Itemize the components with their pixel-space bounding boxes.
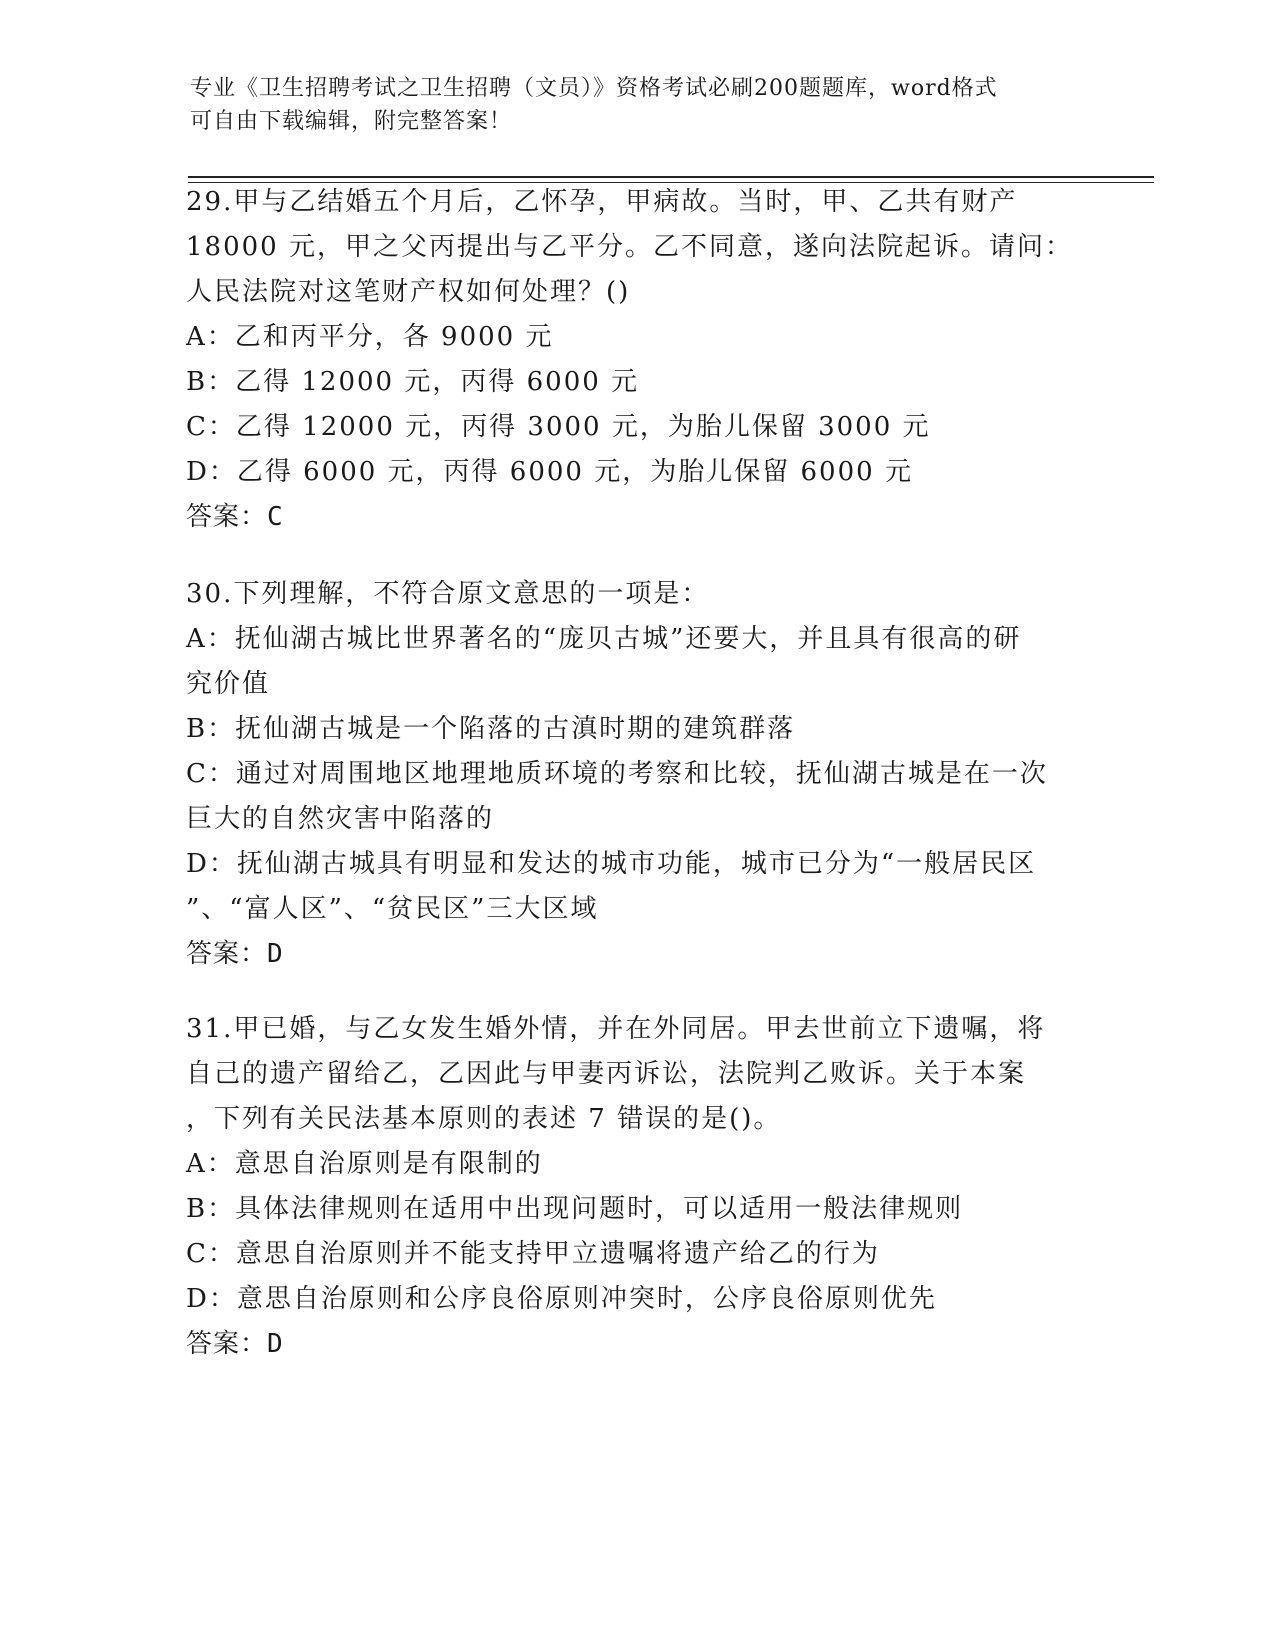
answer-line [186, 1322, 1086, 1367]
question-stem-line: 18000 元，甲之父丙提出与乙平分。乙不同意，遂向法院起诉。请问： [186, 232, 1073, 262]
header-divider-thick [188, 176, 1154, 178]
option-b: B：抚仙湖古城是一个陷落的古滇时期的建筑群落 [186, 714, 796, 744]
question-stem-line: 31.甲已婚，与乙女发生婚外情，并在外同居。甲去世前立下遗嘱，将 [186, 1014, 1046, 1044]
question-stem-line: 29.甲与乙结婚五个月后，乙怀孕，甲病故。当时，甲、乙共有财产 [186, 187, 1018, 217]
answer-line [186, 495, 1086, 540]
answer-label: 答案： [186, 939, 268, 969]
option-d-continued: ”、“富人区”、“贫民区”三大区域 [186, 894, 599, 924]
document-header [190, 72, 1090, 138]
option-d: D：抚仙湖古城具有明显和发达的城市功能，城市已分为“一般居民区 [186, 849, 1037, 879]
question-stem-line: 30.下列理解，不符合原文意思的一项是： [186, 579, 710, 609]
answer-value: C [267, 502, 284, 532]
header-line-2: 可自由下载编辑，附完整答案！ [190, 109, 513, 134]
answer-line [186, 932, 1086, 977]
option-a: A：抚仙湖古城比世界著名的“庞贝古城”还要大，并且具有很高的研 [186, 624, 1022, 654]
answer-value: D [267, 939, 284, 969]
question-30 [186, 572, 1086, 977]
question-stem-line: ，下列有关民法基本原则的表述 7 错误的是()。 [186, 1104, 782, 1134]
answer-value: D [267, 1329, 284, 1359]
option-b: B：具体法律规则在适用中出现问题时，可以适用一般法律规则 [186, 1194, 964, 1224]
option-a: A：意思自治原则是有限制的 [186, 1149, 543, 1179]
answer-label: 答案： [186, 1329, 268, 1359]
option-a-continued: 究价值 [186, 669, 271, 699]
question-29 [186, 180, 1086, 540]
question-stem-line: 人民法院对这笔财产权如何处理？() [186, 277, 631, 307]
option-d: D：乙得 6000 元，丙得 6000 元，为胎儿保留 6000 元 [186, 457, 913, 487]
option-a: A：乙和丙平分，各 9000 元 [186, 322, 554, 352]
option-d: D：意思自治原则和公序良俗原则冲突时，公序良俗原则优先 [186, 1284, 937, 1314]
option-c: C：乙得 12000 元，丙得 3000 元，为胎儿保留 3000 元 [186, 412, 931, 442]
question-stem-line: 自己的遗产留给乙，乙因此与甲妻丙诉讼，法院判乙败诉。关于本案 [186, 1059, 1027, 1089]
answer-label: 答案： [186, 502, 268, 532]
question-31 [186, 1007, 1086, 1367]
header-line-1: 专业《卫生招聘考试之卫生招聘（文员）》资格考试必刷200题题库，word格式 [190, 76, 998, 101]
option-b: B：乙得 12000 元，丙得 6000 元 [186, 367, 640, 397]
option-c: C：意思自治原则并不能支持甲立遗嘱将遗产给乙的行为 [186, 1239, 880, 1269]
option-c: C：通过对周围地区地理地质环境的考察和比较，抚仙湖古城是在一次 [186, 759, 1048, 789]
option-c-continued: 巨大的自然灾害中陷落的 [186, 804, 495, 834]
